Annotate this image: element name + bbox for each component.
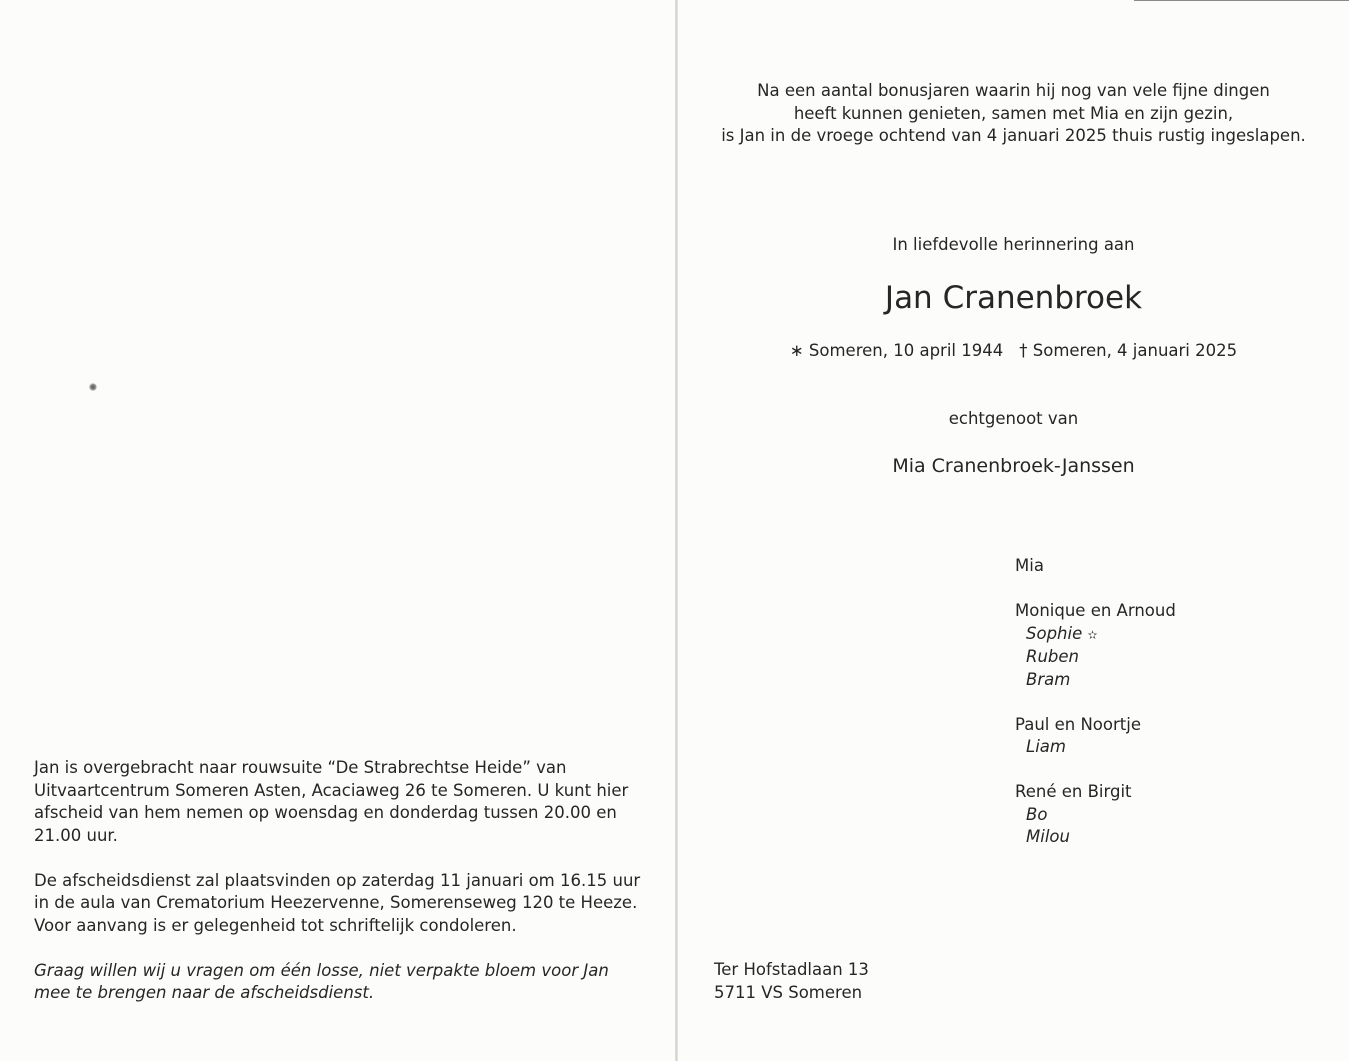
grandchild: Liam: [1026, 737, 1066, 756]
deceased-name: Jan Cranenbroek: [884, 280, 1143, 316]
family-parents: Monique en Arnoud: [1015, 601, 1176, 620]
grandchild: Milou: [1026, 827, 1070, 846]
family-list: [1015, 555, 1176, 871]
life-dates: [678, 340, 1349, 363]
family-parents: Mia: [1015, 556, 1044, 575]
memory-line: In liefdevolle herinnering aan: [892, 235, 1135, 254]
intro-line: heeft kunnen genieten, samen met Mia en zijn gezin,: [793, 103, 1234, 123]
paper-speck: [89, 383, 97, 391]
family-parents: Paul en Noortje: [1015, 714, 1141, 734]
birth-date: ∗ Someren, 10 april 1944: [789, 341, 1004, 360]
address-street: Ter Hofstadlaan 13: [714, 960, 869, 979]
funeral-info: [34, 757, 644, 1027]
death-date: † Someren, 4 januari 2025: [1019, 341, 1238, 360]
family-group: [1015, 555, 1176, 578]
intro-text: [678, 80, 1349, 148]
card-fold: [675, 0, 678, 1061]
flower-request-paragraph: Graag willen wij u vragen om één losse, niet verpakte bloem voor Jan mee te brengen naar de afscheidsdienst.: [34, 960, 609, 1002]
grandchild: Bo: [1026, 804, 1048, 824]
star-icon: ✫: [1087, 627, 1098, 642]
grandchild: Ruben: [1026, 647, 1080, 666]
grandchild: Bram: [1026, 669, 1071, 689]
family-group: [1015, 600, 1176, 691]
top-edge-line: [1134, 0, 1349, 1]
address-city: 5711 VS Someren: [714, 982, 863, 1002]
family-group: [1015, 714, 1176, 759]
family-group: [1015, 781, 1176, 849]
spouse-name: Mia Cranenbroek-Janssen: [892, 455, 1135, 477]
right-page: [678, 0, 1349, 1061]
family-parents: René en Birgit: [1015, 782, 1132, 801]
intro-line: is Jan in de vroege ochtend van 4 januari 2025 thuis rustig ingeslapen.: [721, 126, 1306, 145]
viewing-paragraph: Jan is overgebracht naar rouwsuite “De Strabrechtse Heide” van Uitvaartcentrum Someren Asten, Acaciaweg 26 te Someren. U kunt hier afscheid van hem nemen op woensdag en donderdag tussen 20.00 en 21.00 uur.: [34, 758, 629, 845]
service-paragraph: De afscheidsdienst zal plaatsvinden op zaterdag 11 januari om 16.15 uur in de aula van Crematorium Heezervenne, Somerenseweg 120 te Heeze. Voor aanvang is er gelegenheid tot schriftelijk condoleren.: [34, 870, 641, 935]
spouse-label: echtgenoot van: [948, 409, 1079, 428]
address: [714, 959, 869, 1004]
intro-line: Na een aantal bonusjaren waarin hij nog van vele fijne dingen: [757, 81, 1270, 100]
grandchild: [1015, 623, 1176, 647]
grandchild-name: Sophie: [1026, 623, 1083, 643]
